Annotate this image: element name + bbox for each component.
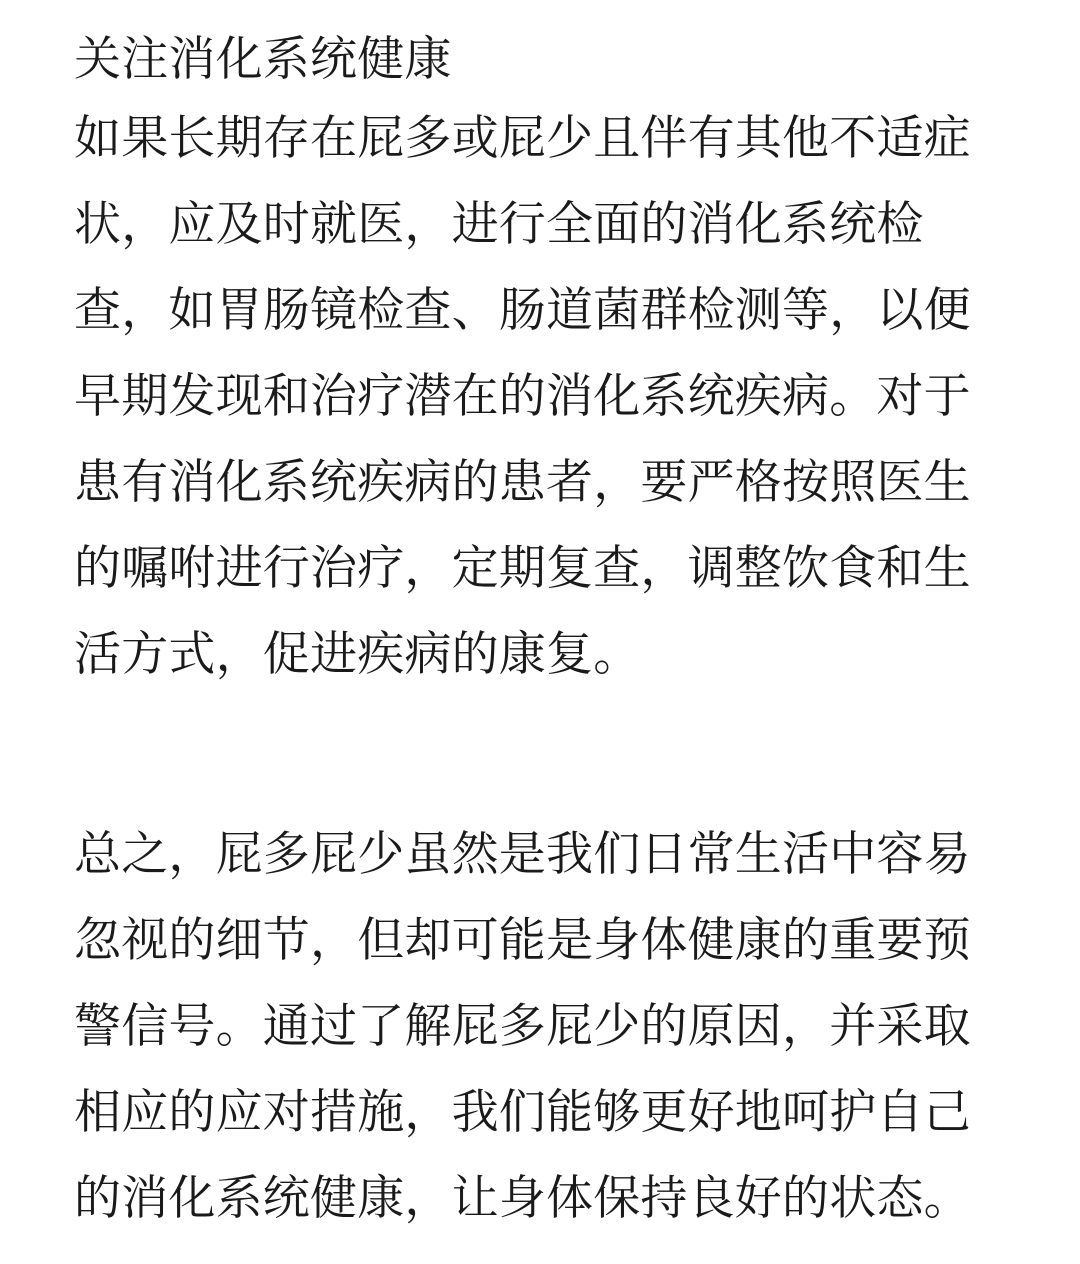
paragraph-conclusion [74,812,1014,1242]
paragraph-line: 的嘱咐进行治疗，定期复查，调整饮食和生 [74,541,971,596]
paragraph-medical-advice [74,96,1014,698]
paragraph-line: 总之，屁多屁少虽然是我们日常生活中容易 [74,827,971,882]
paragraph-line: 状，应及时就医，进行全面的消化系统检 [74,197,924,252]
paragraph-line: 患有消化系统疾病的患者，要严格按照医生 [74,455,971,510]
paragraph-line: 活方式，促进疾病的康复。 [74,627,641,682]
section-heading: 关注消化系统健康 [74,32,452,87]
paragraph-line: 警信号。通过了解屁多屁少的原因，并采取 [74,999,971,1054]
paragraph-line: 如果长期存在屁多或屁少且伴有其他不适症 [74,111,971,166]
paragraph-line: 查，如胃肠镜检查、肠道菌群检测等，以便 [74,283,971,338]
article-body [74,24,1014,1242]
paragraph-line: 相应的应对措施，我们能够更好地呵护自己 [74,1085,971,1140]
paragraph-spacer [74,698,1014,812]
paragraph-line: 忽视的细节，但却可能是身体健康的重要预 [74,913,971,968]
paragraph-line: 的消化系统健康，让身体保持良好的状态。 [74,1171,971,1226]
paragraph-line: 早期发现和治疗潜在的消化系统疾病。对于 [74,369,971,424]
